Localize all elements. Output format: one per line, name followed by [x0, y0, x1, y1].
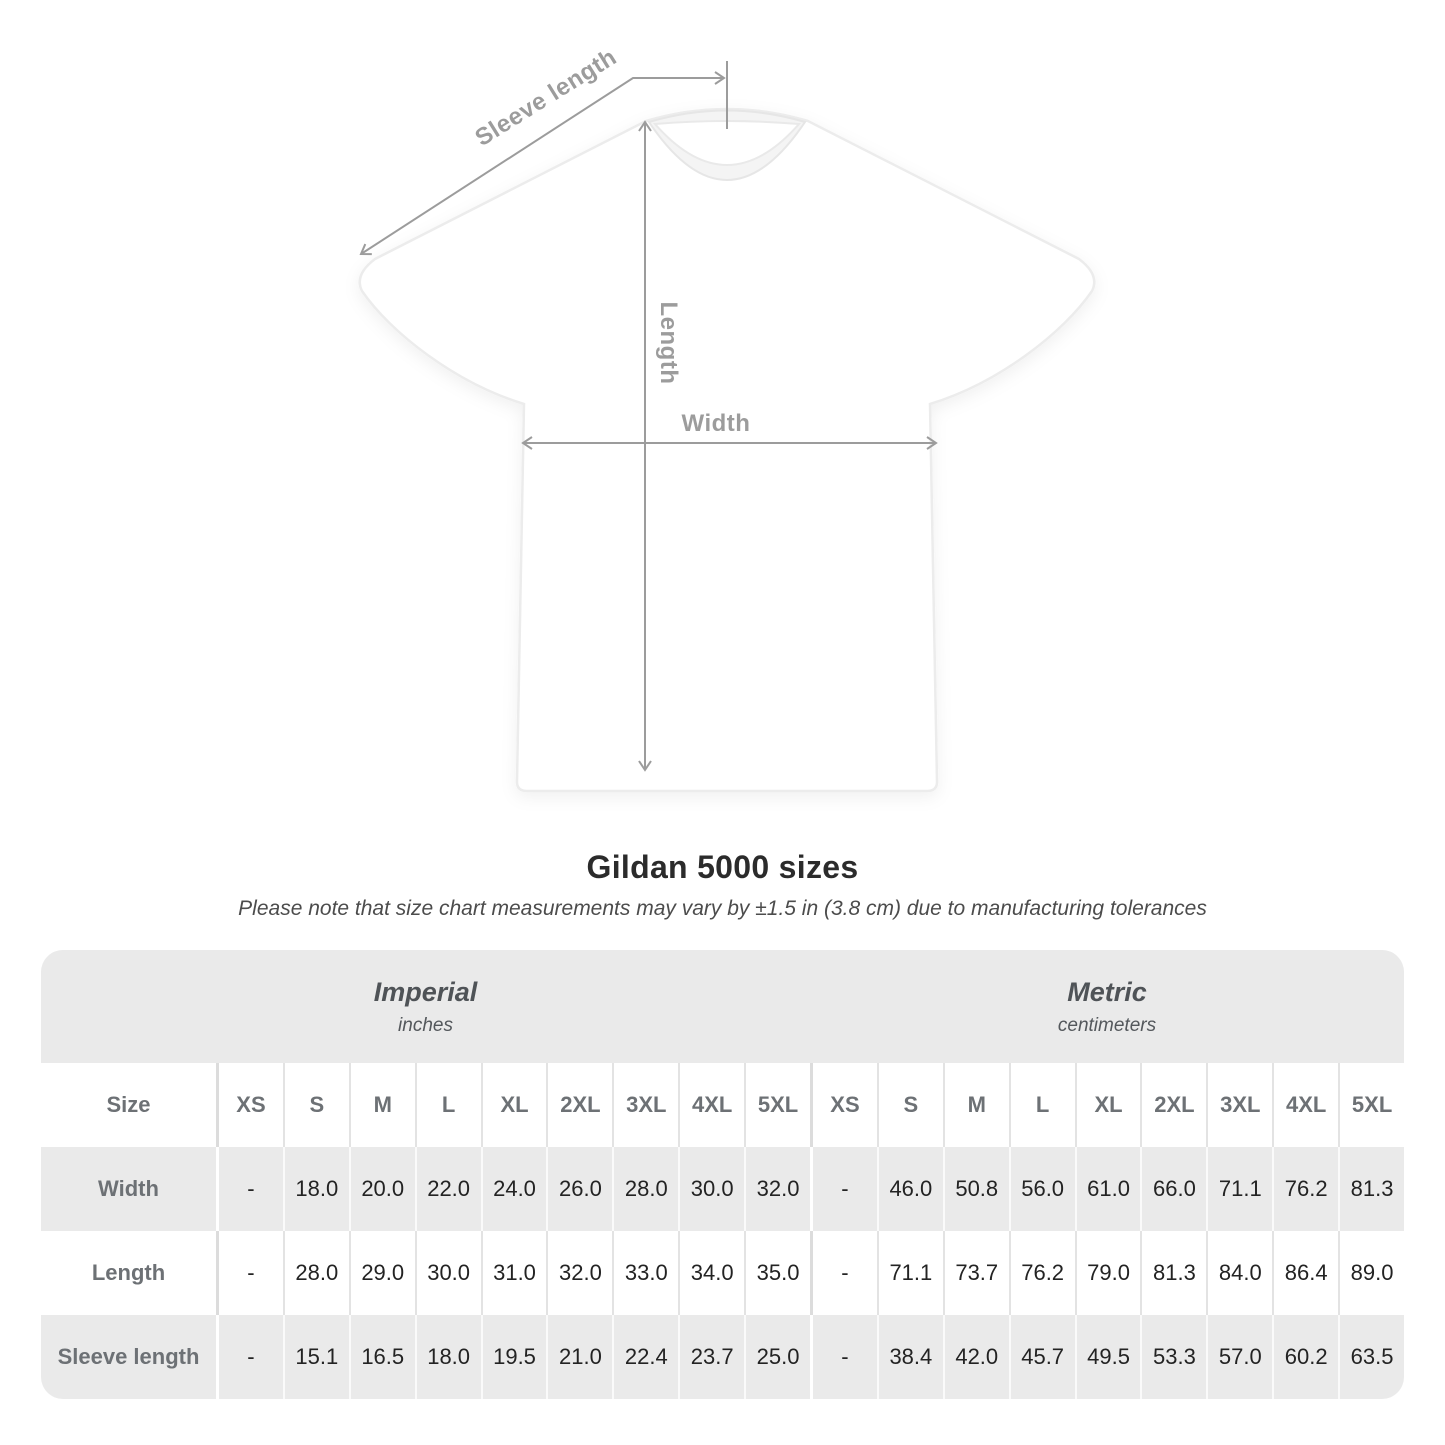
size-table [41, 950, 1404, 1399]
imperial-section-header [41, 950, 810, 1063]
value-cell: 31.0 [481, 1231, 547, 1315]
imperial-label: Imperial [373, 976, 478, 1007]
value-cell: 81.3 [1140, 1231, 1206, 1315]
value-cell: 35.0 [744, 1231, 810, 1315]
value-cell: 34.0 [678, 1231, 744, 1315]
length-label: Length [655, 301, 682, 385]
size-header-cell: S [283, 1063, 349, 1147]
value-cell: 71.1 [1206, 1147, 1272, 1231]
size-header-cell: 4XL [678, 1063, 744, 1147]
size-header-cell: 3XL [612, 1063, 678, 1147]
size-column-header: Size [106, 1092, 151, 1117]
row-label: Length [91, 1260, 166, 1285]
width-label: Width [681, 410, 751, 437]
size-header-cell: 5XL [744, 1063, 810, 1147]
size-header-cell: XL [1075, 1063, 1141, 1147]
value-cell: 53.3 [1140, 1315, 1206, 1399]
value-cell: 56.0 [1009, 1147, 1075, 1231]
size-header-cell: 5XL [1338, 1063, 1404, 1147]
value-cell: 61.0 [1075, 1147, 1141, 1231]
value-cell: 18.0 [283, 1147, 349, 1231]
value-cell: 21.0 [546, 1315, 612, 1399]
value-cell: 32.0 [744, 1147, 810, 1231]
value-cell: 38.4 [877, 1315, 943, 1399]
size-header-cell: 4XL [1272, 1063, 1338, 1147]
value-cell: 28.0 [283, 1231, 349, 1315]
value-cell: 76.2 [1009, 1231, 1075, 1315]
size-header-cell: XS [216, 1063, 283, 1147]
size-header-cell: XL [481, 1063, 547, 1147]
value-cell: 33.0 [612, 1231, 678, 1315]
value-cell: 81.3 [1338, 1147, 1404, 1231]
value-cell: 28.0 [612, 1147, 678, 1231]
value-cell: 16.5 [349, 1315, 415, 1399]
value-cell: 46.0 [877, 1147, 943, 1231]
value-cell: 19.5 [481, 1315, 547, 1399]
value-cell: 66.0 [1140, 1147, 1206, 1231]
page-title: Gildan 5000 sizes [586, 849, 859, 885]
imperial-unit-label: inches [398, 1014, 453, 1036]
value-cell: 86.4 [1272, 1231, 1338, 1315]
value-cell: 73.7 [943, 1231, 1009, 1315]
value-cell: 24.0 [481, 1147, 547, 1231]
value-cell: 89.0 [1338, 1231, 1404, 1315]
value-cell: 32.0 [546, 1231, 612, 1315]
size-header-cell: 3XL [1206, 1063, 1272, 1147]
size-header-cell: M [349, 1063, 415, 1147]
metric-label: Metric [1067, 976, 1147, 1007]
value-cell: - [810, 1147, 877, 1231]
size-header-row [41, 1063, 1404, 1147]
value-cell: 76.2 [1272, 1147, 1338, 1231]
tolerance-note: Please note that size chart measurements may vary by ±1.5 in (3.8 cm) due to manufacturing tolerances [238, 897, 1207, 920]
value-cell: 42.0 [943, 1315, 1009, 1399]
value-cell: 26.0 [546, 1147, 612, 1231]
table-row-width [41, 1147, 1404, 1231]
size-header-cell: M [943, 1063, 1009, 1147]
value-cell: 20.0 [349, 1147, 415, 1231]
table-row-sleeve-length [41, 1315, 1404, 1399]
tshirt-outline [360, 109, 1094, 791]
size-header-cell: 2XL [1140, 1063, 1206, 1147]
value-cell: 71.1 [877, 1231, 943, 1315]
value-cell: 84.0 [1206, 1231, 1272, 1315]
size-header-cell: XS [810, 1063, 877, 1147]
value-cell: 60.2 [1272, 1315, 1338, 1399]
value-cell: 49.5 [1075, 1315, 1141, 1399]
value-cell: 29.0 [349, 1231, 415, 1315]
metric-unit-label: centimeters [1057, 1014, 1157, 1036]
size-header-cell: L [1009, 1063, 1075, 1147]
value-cell: - [810, 1231, 877, 1315]
value-cell: 79.0 [1075, 1231, 1141, 1315]
row-label: Width [98, 1176, 159, 1201]
value-cell: - [216, 1147, 283, 1231]
value-cell: 63.5 [1338, 1315, 1404, 1399]
value-cell: 18.0 [415, 1315, 481, 1399]
value-cell: 23.7 [678, 1315, 744, 1399]
metric-section-header [810, 950, 1404, 1063]
table-row-length [41, 1231, 1404, 1315]
size-header-cell: S [877, 1063, 943, 1147]
value-cell: 50.8 [943, 1147, 1009, 1231]
unit-system-header [41, 950, 1404, 1063]
tshirt-graphic [360, 109, 1094, 791]
size-header-cell: L [415, 1063, 481, 1147]
value-cell: 45.7 [1009, 1315, 1075, 1399]
value-cell: 22.0 [415, 1147, 481, 1231]
value-cell: 22.4 [612, 1315, 678, 1399]
value-cell: - [216, 1315, 283, 1399]
sleeve-length-label: Sleeve length [470, 43, 622, 152]
value-cell: 25.0 [744, 1315, 810, 1399]
value-cell: 30.0 [678, 1147, 744, 1231]
size-header-cell: 2XL [546, 1063, 612, 1147]
value-cell: 30.0 [415, 1231, 481, 1315]
value-cell: - [810, 1315, 877, 1399]
value-cell: 15.1 [283, 1315, 349, 1399]
value-cell: 57.0 [1206, 1315, 1272, 1399]
value-cell: - [216, 1231, 283, 1315]
row-label: Sleeve length [57, 1344, 200, 1369]
